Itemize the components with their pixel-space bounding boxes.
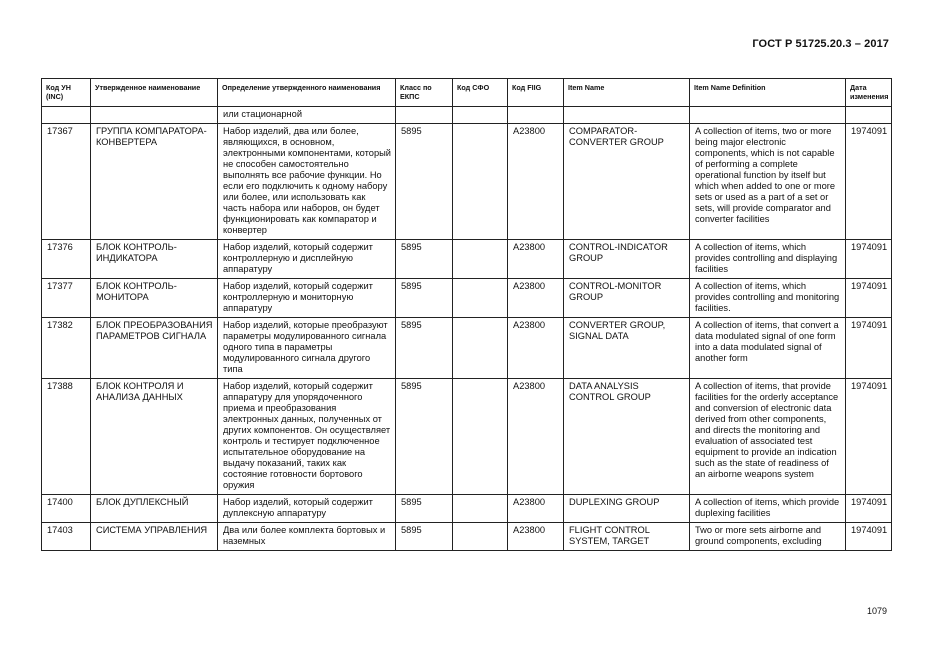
cell-item-name: CONTROL-INDICATOR GROUP <box>564 240 690 279</box>
cell-date: 1974091 <box>846 124 892 240</box>
cell-name: БЛОК КОНТРОЛЬ-ИНДИКАТОРА <box>91 240 218 279</box>
cell-ekps: 5895 <box>396 523 453 551</box>
cell-ekps: 5895 <box>396 279 453 318</box>
cell-item-name: FLIGHT CONTROL SYSTEM, TARGET <box>564 523 690 551</box>
cell-ekps: 5895 <box>396 318 453 379</box>
cell-item-name: CONVERTER GROUP, SIGNAL DATA <box>564 318 690 379</box>
cell-sfo <box>453 279 508 318</box>
cell-date: 1974091 <box>846 379 892 495</box>
cell-date: 1974091 <box>846 318 892 379</box>
table-row <box>42 124 892 240</box>
table-row <box>42 523 892 551</box>
cell-ekps: 5895 <box>396 379 453 495</box>
cell-fiig: A23800 <box>508 240 564 279</box>
cell-fiig: A23800 <box>508 124 564 240</box>
cell-inc: 17377 <box>42 279 91 318</box>
document-header: ГОСТ Р 51725.20.3 – 2017 <box>752 38 889 50</box>
cell-definition: Набор изделий, который содержит контроллерную и мониторную аппаратуру <box>218 279 396 318</box>
cell-item-definition: A collection of items, that convert a data modulated signal of one form into a data modulated signal of another form <box>690 318 846 379</box>
col-header-definition: Определение утвержденного наименования <box>218 79 396 107</box>
cell-date: 1974091 <box>846 495 892 523</box>
cell-item-name: COMPARATOR-CONVERTER GROUP <box>564 124 690 240</box>
cell-item-definition: A collection of items, which provides controlling and monitoring facilities. <box>690 279 846 318</box>
cell-name: СИСТЕМА УПРАВЛЕНИЯ <box>91 523 218 551</box>
cell-item-name: CONTROL-MONITOR GROUP <box>564 279 690 318</box>
cell-definition: Набор изделий, который содержит аппаратуру для упорядоченного приема и преобразования электронных данных, полученных от других компонентов. Он осуществляет контроль и тестирует подключенное испытательное оборудование на выдачу показаний, таких как состояние готовности бортового оружия <box>218 379 396 495</box>
cell-sfo <box>453 495 508 523</box>
cell-ekps: 5895 <box>396 124 453 240</box>
cell-name: БЛОК КОНТРОЛЬ-МОНИТОРА <box>91 279 218 318</box>
cell-name: БЛОК ПРЕОБРАЗОВАНИЯ ПАРАМЕТРОВ СИГНАЛА <box>91 318 218 379</box>
cell-fiig: A23800 <box>508 318 564 379</box>
continuation-row <box>42 107 892 124</box>
cell-definition: Набор изделий, который содержит контроллерную и дисплейную аппаратуру <box>218 240 396 279</box>
cell-ekps: 5895 <box>396 240 453 279</box>
table-row <box>42 318 892 379</box>
col-header-ekps: Класс по ЕКПС <box>396 79 453 107</box>
cell-item-definition: A collection of items, which provide duplexing facilities <box>690 495 846 523</box>
cell-item-definition: A collection of items, that provide facilities for the orderly acceptance and conversion of electronic data derived from other components, and directs the monitoring and evaluation of associated test equipment to provide an indication such as the state of readiness of an airborne weapons system <box>690 379 846 495</box>
cell-sfo <box>453 379 508 495</box>
cell-item-definition: A collection of items, which provides controlling and displaying facilities <box>690 240 846 279</box>
cell-inc: 17388 <box>42 379 91 495</box>
nomenclature-table <box>41 78 892 551</box>
cell-definition: Набор изделий, которые преобразуют параметры модулированного сигнала одного типа в параметры модулированного сигнала другого типа <box>218 318 396 379</box>
cell-item-name: DUPLEXING GROUP <box>564 495 690 523</box>
col-header-item-definition: Item Name Definition <box>690 79 846 107</box>
cell-name: ГРУППА КОМПАРАТОРА-КОНВЕРТЕРА <box>91 124 218 240</box>
col-header-item-name: Item Name <box>564 79 690 107</box>
cell-item-definition: A collection of items, two or more being major electronic components, which is not capable of performing a complete operational function by itself but which when added to one or more sets or used as a part of a set or sets, will provide comparator and converter facilities <box>690 124 846 240</box>
page-number: 1079 <box>866 606 887 616</box>
table-row <box>42 240 892 279</box>
cell-sfo <box>453 240 508 279</box>
cell-definition: Набор изделий, который содержит дуплексную аппаратуру <box>218 495 396 523</box>
cell-sfo <box>453 523 508 551</box>
col-header-inc: Код УН (INC) <box>42 79 91 107</box>
col-header-name: Утвержденное наименование <box>91 79 218 107</box>
cell-date: 1974091 <box>846 523 892 551</box>
table-row <box>42 379 892 495</box>
cell-definition: Два или более комплекта бортовых и наземных <box>218 523 396 551</box>
cell-inc: 17376 <box>42 240 91 279</box>
cell-fiig: A23800 <box>508 279 564 318</box>
col-header-fiig: Код FIIG <box>508 79 564 107</box>
cell-name: БЛОК ДУПЛЕКСНЫЙ <box>91 495 218 523</box>
cell-date: 1974091 <box>846 240 892 279</box>
cell-fiig: A23800 <box>508 495 564 523</box>
table-header-row <box>42 79 892 107</box>
cell-inc: 17403 <box>42 523 91 551</box>
col-header-sfo: Код СФО <box>453 79 508 107</box>
cell-fiig: A23800 <box>508 379 564 495</box>
table-row <box>42 495 892 523</box>
cell-fiig: A23800 <box>508 523 564 551</box>
cell-item-name: DATA ANALYSIS CONTROL GROUP <box>564 379 690 495</box>
cell-name: БЛОК КОНТРОЛЯ И АНАЛИЗА ДАННЫХ <box>91 379 218 495</box>
cell-inc: 17367 <box>42 124 91 240</box>
continuation-text: или стационарной <box>218 107 396 124</box>
cell-item-definition: Two or more sets airborne and ground components, excluding <box>690 523 846 551</box>
cell-sfo <box>453 124 508 240</box>
cell-ekps: 5895 <box>396 495 453 523</box>
cell-definition: Набор изделий, два или более, являющихся, в основном, электронными компонентами, который не способен самостоятельно выполнять все рабочие функции. Но если его подключить к одному набору или более, или использовать как часть набора или наборов, он будет функционировать как компаратор и конвертер <box>218 124 396 240</box>
cell-inc: 17382 <box>42 318 91 379</box>
cell-sfo <box>453 318 508 379</box>
cell-inc: 17400 <box>42 495 91 523</box>
cell-date: 1974091 <box>846 279 892 318</box>
table-row <box>42 279 892 318</box>
col-header-date: Дата изменения <box>846 79 892 107</box>
